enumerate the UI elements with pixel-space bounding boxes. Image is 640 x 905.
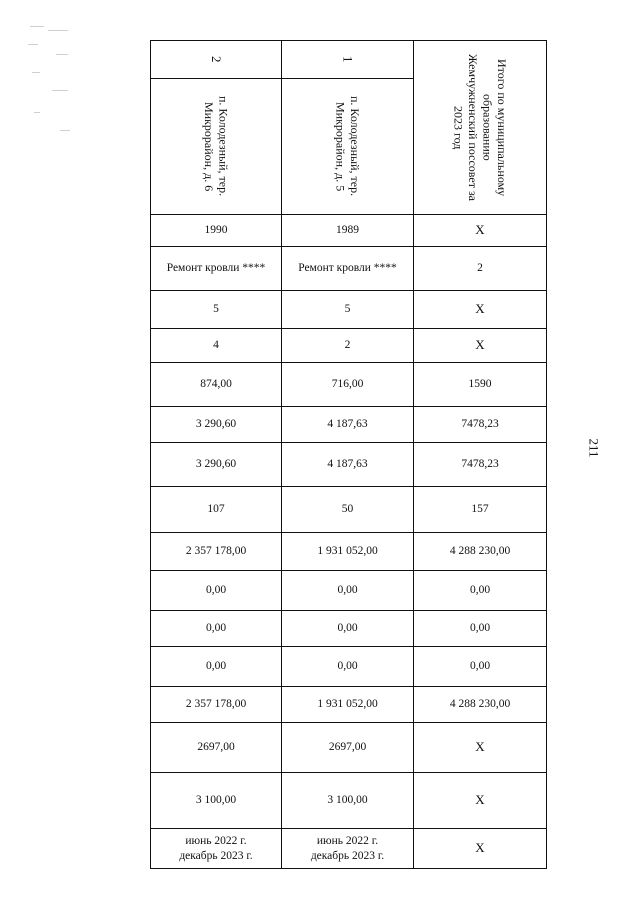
table-cell bbox=[414, 291, 547, 329]
table-row bbox=[151, 443, 547, 487]
table-cell bbox=[151, 363, 282, 407]
cell-text: 4 bbox=[213, 339, 219, 352]
cell-text: 3 100,00 bbox=[195, 794, 237, 807]
cell-text: 7478,23 bbox=[461, 418, 499, 431]
table-cell bbox=[151, 487, 282, 533]
table-cell bbox=[414, 363, 547, 407]
table-cell bbox=[414, 687, 547, 723]
cell-text: 874,00 bbox=[200, 378, 232, 391]
budget-table bbox=[150, 40, 547, 869]
table-row bbox=[151, 363, 547, 407]
table-cell bbox=[151, 291, 282, 329]
cell-text: 0,00 bbox=[469, 584, 491, 597]
table-cell bbox=[414, 487, 547, 533]
table-row bbox=[151, 647, 547, 687]
cell-text: 4 288 230,00 bbox=[449, 698, 511, 711]
scan-artifacts bbox=[26, 20, 78, 140]
table-cell bbox=[151, 329, 282, 363]
column-header-cell: п. Колодезный, тер. Микрорайон, д. 5 bbox=[282, 79, 414, 215]
table-row bbox=[151, 487, 547, 533]
cell-text: 4 187,63 bbox=[327, 458, 368, 471]
table-cell bbox=[282, 329, 414, 363]
cell-text: 0,00 bbox=[469, 660, 491, 673]
cell-text: 1590 bbox=[468, 378, 492, 391]
table-cell bbox=[282, 687, 414, 723]
table-cell bbox=[282, 291, 414, 329]
cell-text: 3 100,00 bbox=[327, 794, 368, 807]
cell-text: 3 290,60 bbox=[195, 418, 237, 431]
table-cell bbox=[282, 407, 414, 443]
cell-text: 5 bbox=[213, 303, 219, 316]
cell-text: 4 288 230,00 bbox=[449, 545, 511, 558]
cell-text: 0,00 bbox=[337, 622, 358, 635]
table-row bbox=[151, 247, 547, 291]
table-cell bbox=[151, 407, 282, 443]
table-cell bbox=[414, 533, 547, 571]
table-cell bbox=[414, 571, 547, 611]
table-cell bbox=[151, 443, 282, 487]
cell-text: Ремонт кровли **** bbox=[298, 262, 397, 275]
table-cell bbox=[282, 723, 414, 773]
cell-text: 0,00 bbox=[205, 660, 227, 673]
table-row bbox=[151, 329, 547, 363]
table-row bbox=[151, 571, 547, 611]
cell-text: 1990 bbox=[204, 224, 228, 237]
table-cell bbox=[414, 829, 547, 869]
cell-text: 2 357 178,00 bbox=[185, 545, 247, 558]
cell-text: 2 bbox=[477, 262, 483, 275]
cell-text: 0,00 bbox=[337, 660, 358, 673]
table-cell bbox=[151, 571, 282, 611]
cell-text: 0,00 bbox=[337, 584, 358, 597]
cell-text: X bbox=[475, 792, 485, 808]
table-cell bbox=[151, 215, 282, 247]
cell-text: Ремонт кровли **** bbox=[166, 262, 266, 275]
table-cell bbox=[414, 723, 547, 773]
cell-text: X bbox=[475, 337, 485, 353]
table-cell bbox=[151, 723, 282, 773]
cell-text: X bbox=[475, 739, 485, 755]
table-cell bbox=[151, 647, 282, 687]
cell-text: 4 187,63 bbox=[327, 418, 368, 431]
table-cell bbox=[414, 407, 547, 443]
cell-text: 50 bbox=[341, 503, 354, 516]
cell-text: 0,00 bbox=[205, 622, 227, 635]
table-cell bbox=[414, 773, 547, 829]
cell-text: 2697,00 bbox=[197, 741, 235, 754]
table-cell bbox=[414, 611, 547, 647]
table-cell bbox=[282, 443, 414, 487]
cell-text: 716,00 bbox=[331, 378, 364, 391]
column-number-row bbox=[151, 41, 547, 79]
table-cell bbox=[282, 571, 414, 611]
cell-text: 2 bbox=[344, 339, 351, 352]
table-cell bbox=[151, 829, 282, 869]
cell-text: 0,00 bbox=[205, 584, 227, 597]
table-cell bbox=[414, 647, 547, 687]
cell-text: 157 bbox=[471, 503, 489, 516]
column-header-cell: п. Колодезный, тер. Микрорайон, д. 6 bbox=[151, 79, 282, 215]
column-number-cell: 1 bbox=[282, 41, 414, 79]
cell-text: 107 bbox=[207, 503, 225, 516]
table-row bbox=[151, 611, 547, 647]
table-cell bbox=[282, 215, 414, 247]
table-cell bbox=[414, 215, 547, 247]
cell-text: 5 bbox=[344, 303, 351, 316]
column-total-header-cell: Итого по муниципальному образованию Жемчужненский поссовет за 2023 год bbox=[414, 41, 547, 215]
cell-text: 3 290,60 bbox=[195, 458, 237, 471]
table-cell bbox=[151, 533, 282, 571]
cell-text: 0,00 bbox=[469, 622, 491, 635]
table-cell bbox=[282, 829, 414, 869]
cell-text: X bbox=[475, 301, 485, 317]
table-cell bbox=[414, 443, 547, 487]
cell-text: 7478,23 bbox=[461, 458, 499, 471]
table-row bbox=[151, 533, 547, 571]
table-cell bbox=[282, 611, 414, 647]
table-row bbox=[151, 723, 547, 773]
cell-text: 1 931 052,00 bbox=[317, 545, 378, 558]
table-row bbox=[151, 687, 547, 723]
table-row bbox=[151, 291, 547, 329]
column-number-cell: 2 bbox=[151, 41, 282, 79]
table-cell bbox=[282, 773, 414, 829]
table-cell bbox=[282, 533, 414, 571]
cell-text: X bbox=[475, 222, 485, 238]
cell-text: X bbox=[475, 840, 485, 856]
table-cell bbox=[151, 247, 282, 291]
cell-text: 2 357 178,00 bbox=[185, 698, 247, 711]
table-row bbox=[151, 215, 547, 247]
table-cell bbox=[151, 773, 282, 829]
cell-text: июнь 2022 г. декабрь 2023 г. bbox=[179, 835, 253, 862]
cell-text: 1 931 052,00 bbox=[317, 698, 378, 711]
table-row bbox=[151, 407, 547, 443]
table-cell bbox=[282, 363, 414, 407]
table-cell bbox=[151, 687, 282, 723]
table-cell bbox=[282, 247, 414, 291]
table-cell bbox=[414, 329, 547, 363]
table-cell bbox=[282, 487, 414, 533]
table-row bbox=[151, 829, 547, 869]
table-cell bbox=[414, 247, 547, 291]
cell-text: июнь 2022 г. декабрь 2023 г. bbox=[310, 835, 385, 862]
table-row bbox=[151, 773, 547, 829]
cell-text: 1989 bbox=[336, 224, 359, 237]
table-cell bbox=[151, 611, 282, 647]
page-number: 211 bbox=[586, 438, 602, 458]
cell-text: 2697,00 bbox=[328, 741, 367, 754]
table-cell bbox=[282, 647, 414, 687]
